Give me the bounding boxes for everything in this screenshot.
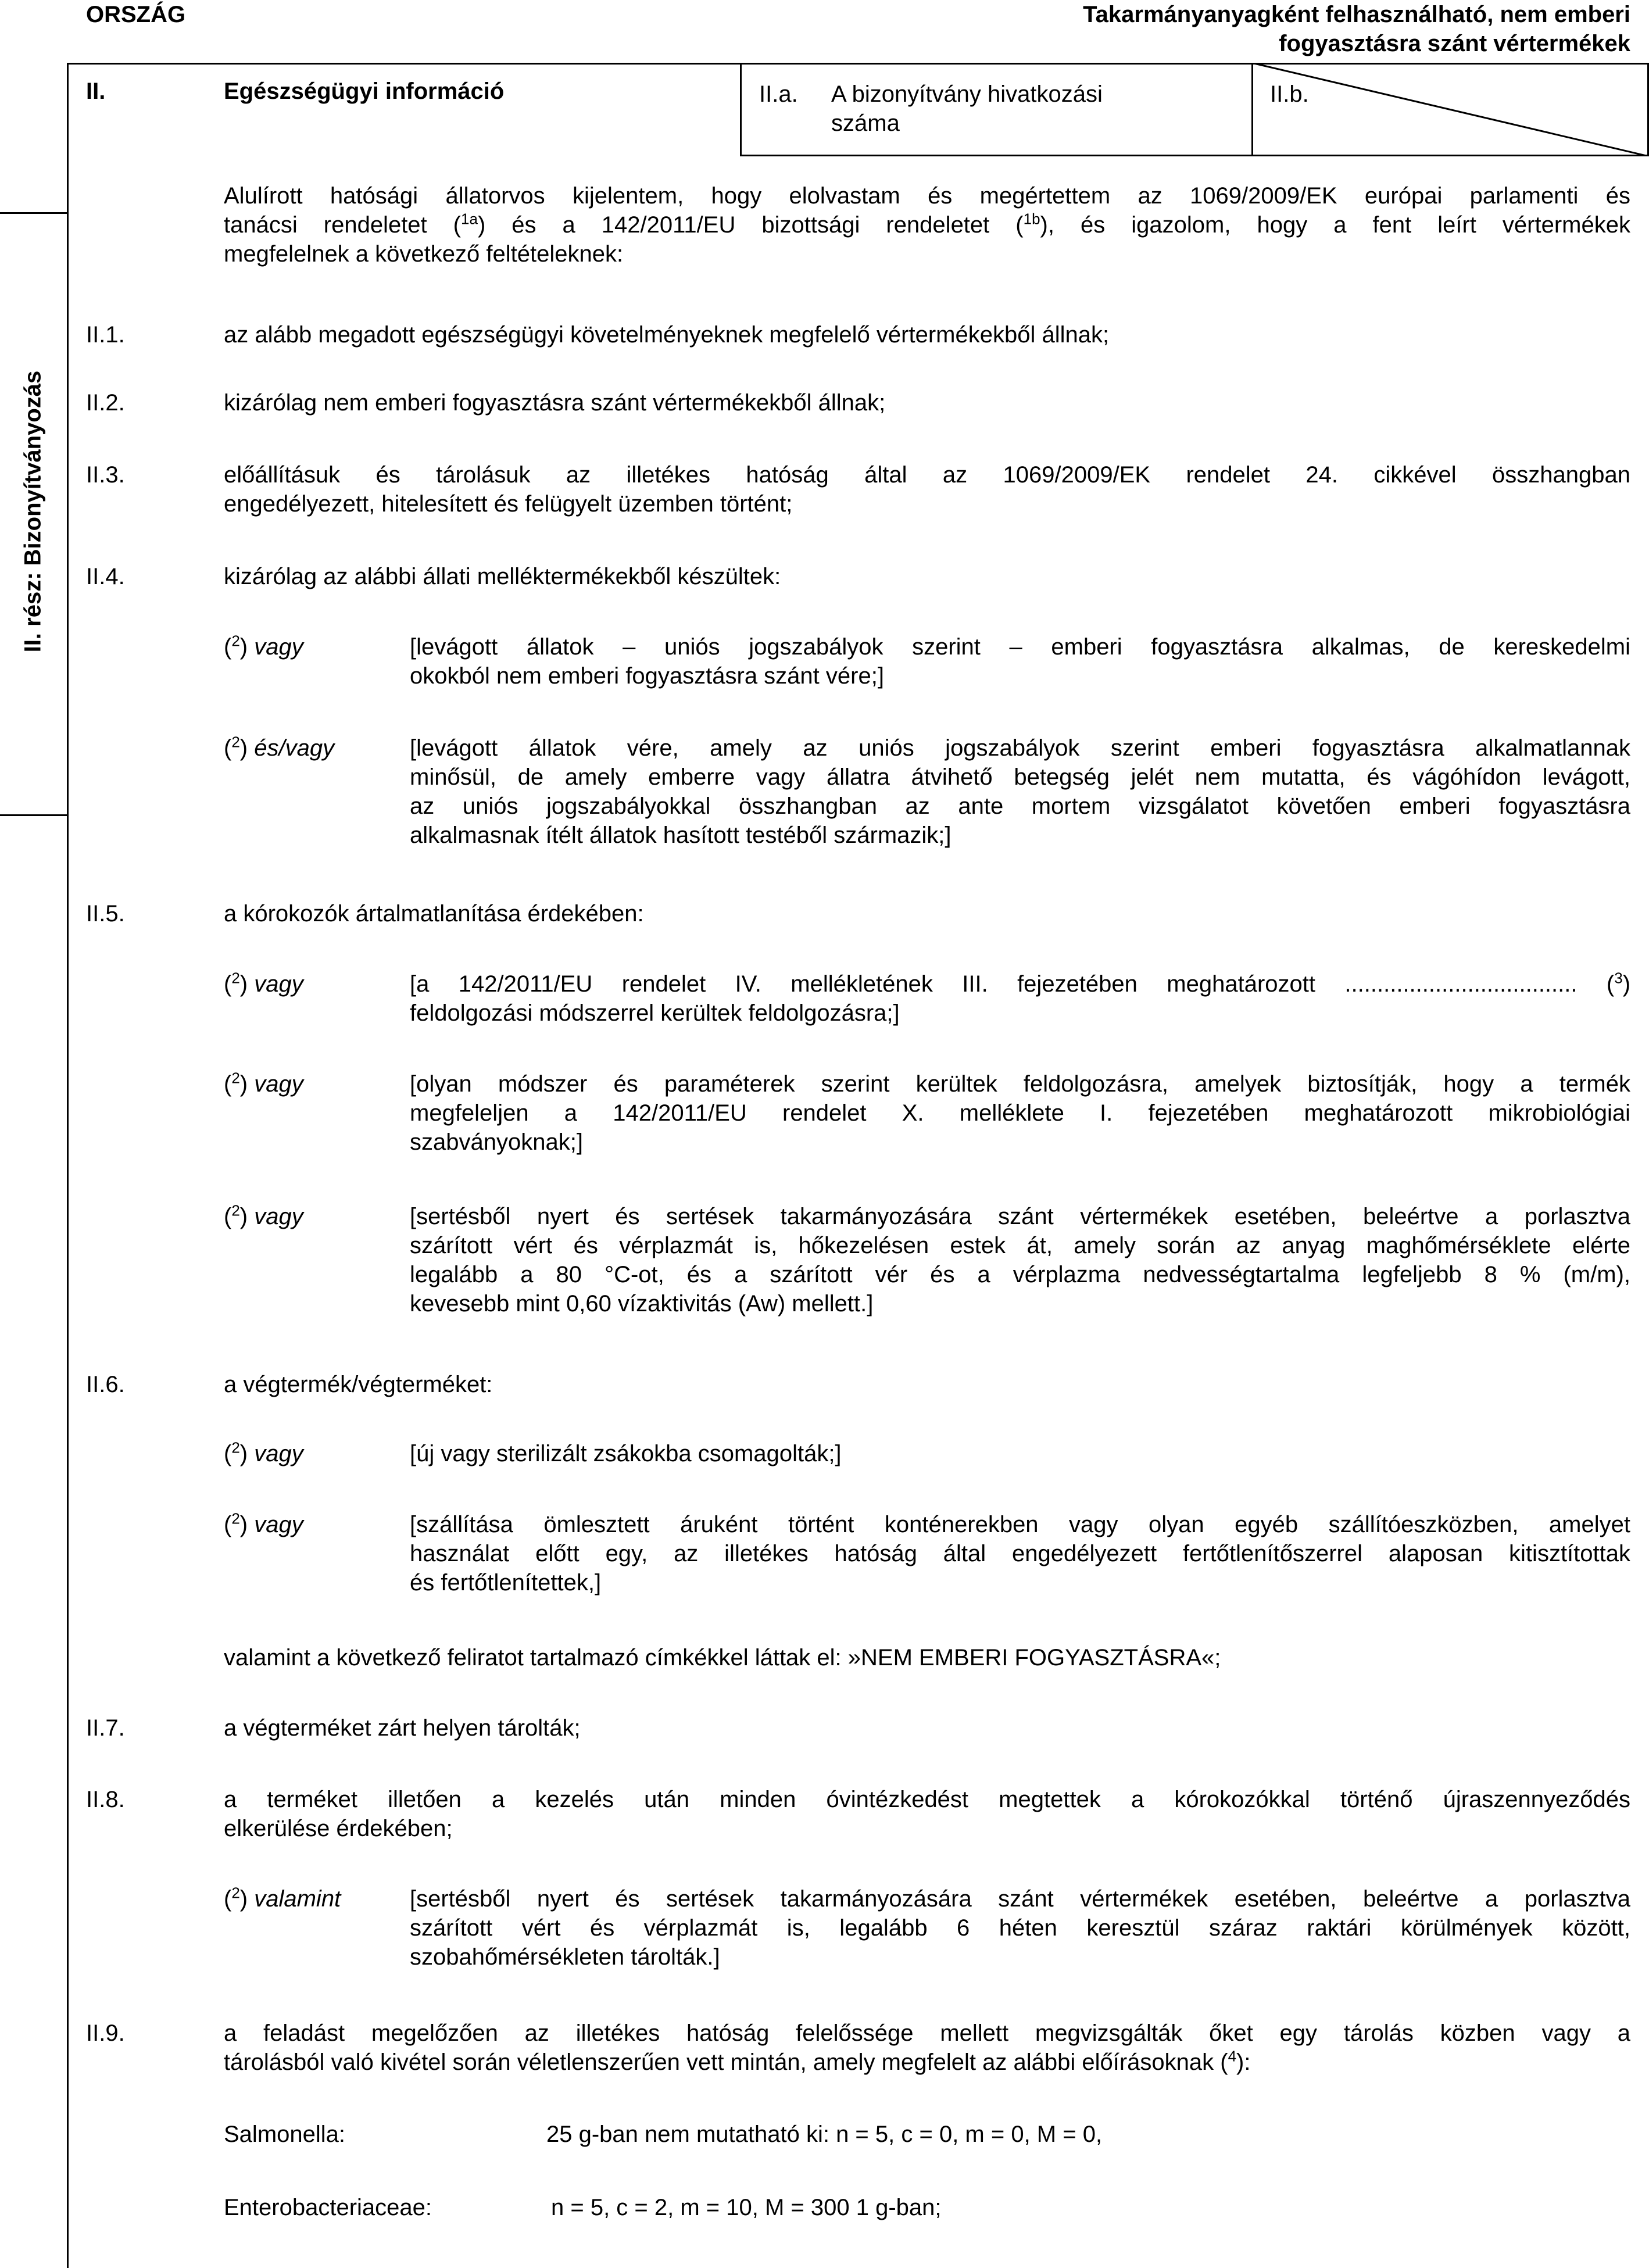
item-text-ii3 (224, 460, 1630, 518)
item-ii3-line2: engedélyezett, hitelesített és felügyelt üzemben történt; (224, 491, 793, 517)
footnote-ref: 2 (231, 1201, 240, 1219)
option-line: [olyan módszer és paraméterek szerint kerültek feldolgozásra, amelyek biztosítják, hogy a termék (410, 1071, 1630, 1097)
footnote-1a: 1a (461, 210, 478, 228)
table-divider-a (740, 63, 742, 156)
country-heading: ORSZÁG (86, 2, 186, 27)
option-line: szárított vért és vérplazmát is, hőkezelésen estek át, amely során az anyag maghőmérséklete elérte (410, 1233, 1630, 1258)
option-line: [a 142/2011/EU rendelet IV. mellékletének III. fejezetében meghatározott .................................... ($^3$) (410, 969, 1631, 997)
footnote-ref: 2 (231, 1884, 240, 1902)
option-word: valamint (254, 1886, 341, 1912)
option-line: [sertésből nyert és sertések takarmányozására szánt vértermékek esetében, beleértve a porlasztva (410, 1204, 1630, 1229)
ref-label-line2: száma (831, 110, 900, 136)
option-text (410, 1202, 1630, 1318)
option-marker: ($^2$) vagy (224, 969, 303, 997)
option-line: [új vagy sterilizált zsákokba csomagolták;] (410, 1441, 842, 1466)
option-word: vagy (254, 634, 303, 660)
item-ii8-line1: a terméket illetően a kezelés után minden óvintézkedést megtettek a kórokozókkal történő újraszennyeződés (224, 1787, 1630, 1812)
option-line: legalább a 80 °C-ot, és a szárított vér és a vérplazma nedvességtartalma legfeljebb 8 % (m/m), (410, 1262, 1630, 1287)
item-text-ii6: a végtermék/végterméket: (224, 1372, 493, 1397)
option-line: az uniós jogszabályokkal összhangban az ante mortem vizsgálatot követően emberi fogyasztásra (410, 793, 1630, 819)
option-text (410, 970, 1630, 1028)
diagonal-line-svg (1251, 63, 1649, 156)
item-text-ii7: a végterméket zárt helyen tárolták; (224, 1715, 581, 1741)
option-line-part: [a 142/2011/EU rendelet IV. mellékletének III. fejezetében meghatározott (410, 971, 1316, 997)
section-number: II. (86, 78, 106, 104)
ref-code: II.a. (759, 81, 798, 107)
option-word: vagy (254, 1204, 303, 1229)
option-marker: ($^2$) vagy (224, 1201, 303, 1229)
option-word: vagy (254, 1071, 303, 1097)
option-line: okokból nem emberi fogyasztásra szánt vére;] (410, 663, 884, 689)
option-marker: ($^2$) vagy (224, 1439, 303, 1466)
enterobacteriaceae-value: n = 5, c = 2, m = 10, M = 300 1 g-ban; (551, 2195, 942, 2220)
item-number-ii7: II.7. (86, 1715, 125, 1741)
ref-label-line1: A bizonyítvány hivatkozási (831, 81, 1103, 107)
footnote-ref: 2 (231, 1509, 240, 1527)
option-marker: ($^2$) vagy (224, 1509, 303, 1537)
option-line: [levágott állatok – uniós jogszabályok szerint – emberi fogyasztásra alkalmas, de kereskedelmi (410, 634, 1630, 660)
document-title (817, 0, 1630, 58)
iib-code: II.b. (1270, 81, 1309, 107)
intro-line3: megfelelnek a következő feltételeknek: (224, 241, 624, 267)
enterobacteriaceae-label: Enterobacteriaceae: (224, 2195, 432, 2220)
option-line: megfeleljen a 142/2011/EU rendelet X. melléklete I. fejezetében meghatározott mikrobiológiai (410, 1100, 1630, 1126)
option-text (410, 632, 1630, 691)
option-line: használat előtt egy, az illetékes hatóság által engedélyezett fertőtlenítőszerrel alaposan kitisztítottak (410, 1541, 1630, 1566)
option-text (410, 1069, 1630, 1157)
option-line: és fertőtlenítettek,] (410, 1570, 602, 1596)
footnote-ref: 2 (231, 1069, 240, 1087)
option-word: vagy (254, 971, 303, 997)
option-line: [szállítása ömlesztett áruként történt konténerekben vagy olyan egyéb szállítóeszközben, amelyet (410, 1512, 1630, 1537)
side-label: II. rész: Bizonyítványozás (20, 370, 46, 653)
item-text-ii1: az alább megadott egészségügyi követelményeknek megfelelő vértermékekből állnak; (224, 322, 1110, 348)
item-ii8-line2: elkerülése érdekében; (224, 1816, 453, 1841)
ref-label (831, 80, 1103, 138)
salmonella-label: Salmonella: (224, 2122, 346, 2147)
item-ii9-line2b: ): (1236, 2049, 1251, 2075)
item-number-ii4: II.4. (86, 564, 125, 589)
option-marker: ($^2$) valamint (224, 1884, 341, 1912)
option-text (410, 1510, 1630, 1597)
footnote-ref: 2 (231, 632, 240, 650)
option-text (410, 1439, 1630, 1468)
footnote-ref: 4 (1228, 2047, 1237, 2065)
intro-paragraph (224, 181, 1630, 269)
footnote-ref: 2 (231, 969, 240, 987)
option-marker: ($^2$) vagy (224, 1069, 303, 1097)
document-title-line1: Takarmányanyagként felhasználható, nem emberi (1083, 2, 1630, 27)
intro-line2 (224, 210, 1630, 239)
intro-line2c: ), és igazolom, hogy a fent leírt vértermékek (1040, 212, 1630, 238)
footnote-ref: 2 (231, 1439, 240, 1457)
option-line: feldolgozási módszerrel kerültek feldolgozásra;] (410, 1000, 900, 1026)
option-line: szobahőmérsékleten tárolták.] (410, 1944, 720, 1970)
option-line: [levágott állatok vére, amely az uniós jogszabályok szerint emberi fogyasztásra alkalmatlannak (410, 735, 1630, 761)
item-number-ii1: II.1. (86, 322, 125, 348)
intro-line1: Alulírott hatósági állatorvos kijelentem, hogy elolvastam és megértettem az 1069/2009/EK európai parlamenti és (224, 183, 1630, 209)
footnote-ref: 2 (231, 733, 240, 751)
item-text-ii2: kizárólag nem emberi fogyasztásra szánt vértermékekből állnak; (224, 390, 886, 416)
option-marker: ($^2$) és/vagy (224, 733, 335, 761)
item-ii9-line1: a feladást megelőzően az illetékes hatóság felelőssége mellett megvizsgálták őket egy tárolás közben vagy a (224, 2020, 1630, 2046)
option-word: és/vagy (254, 735, 335, 761)
section-title: Egészségügyi információ (224, 78, 505, 104)
option-line: minősül, de amely emberre vagy állatra átvihető betegség jelét nem mutatta, és vágóhídon levágott, (410, 764, 1630, 790)
option-word: vagy (254, 1441, 303, 1466)
footnote-ref: 3 (1614, 969, 1623, 987)
item-text-ii5: a kórokozók ártalmatlanítása érdekében: (224, 901, 644, 926)
option-line: szárított vért és vérplazmát is, legalább 6 héten keresztül száraz raktári körülmények között, (410, 1915, 1630, 1941)
item-ii3-line1: előállításuk és tárolásuk az illetékes hatóság által az 1069/2009/EK rendelet 24. cikkével összhangban (224, 462, 1630, 488)
intro-line2a: tanácsi rendeletet ( (224, 212, 462, 238)
item-text-ii8 (224, 1785, 1630, 1843)
option-text (410, 1884, 1630, 1972)
option-line: kevesebb mint 0,60 vízaktivitás (Aw) mellett.] (410, 1291, 874, 1317)
item-text-ii4: kizárólag az alábbi állati melléktermékekből készültek: (224, 564, 781, 589)
document-title-line2: fogyasztásra szánt vértermékek (1279, 31, 1630, 56)
item-ii9-line2 (224, 2048, 1630, 2077)
option-line: alkalmasnak ítélt állatok hasított testéből származik;] (410, 822, 952, 848)
option-line: szabványoknak;] (410, 1129, 583, 1155)
fill-in-dots: .................................... (1344, 971, 1578, 997)
option-text (410, 734, 1630, 850)
footnote-1b: 1b (1023, 210, 1040, 228)
item-number-ii9: II.9. (86, 2020, 125, 2046)
intro-line2b: ) és a 142/2011/EU bizottsági rendeletet ( (477, 212, 1024, 238)
item-number-ii8: II.8. (86, 1787, 125, 1812)
option-marker: ($^2$) vagy (224, 632, 303, 660)
option-line: [sertésből nyert és sertések takarmányozására szánt vértermékek esetében, beleértve a porlasztva (410, 1886, 1630, 1912)
item-number-ii6: II.6. (86, 1372, 125, 1397)
item-number-ii3: II.3. (86, 462, 125, 488)
item-text-ii9 (224, 2019, 1630, 2077)
item-number-ii5: II.5. (86, 901, 125, 926)
item-ii9-line2a: tárolásból való kivétel során véletlenszerűen vett mintán, amely megfelelt az alábbi előírásoknak ( (224, 2049, 1228, 2075)
option-word: vagy (254, 1512, 303, 1537)
salmonella-value: 25 g-ban nem mutatható ki: n = 5, c = 0, m = 0, M = 0, (546, 2122, 1103, 2147)
diagonal-strike (1251, 63, 1649, 156)
item-number-ii2: II.2. (86, 390, 125, 416)
label-requirement-text: valamint a következő feliratot tartalmazó címkékkel láttak el: »NEM EMBERI FOGYASZTÁSRA«; (224, 1645, 1221, 1670)
